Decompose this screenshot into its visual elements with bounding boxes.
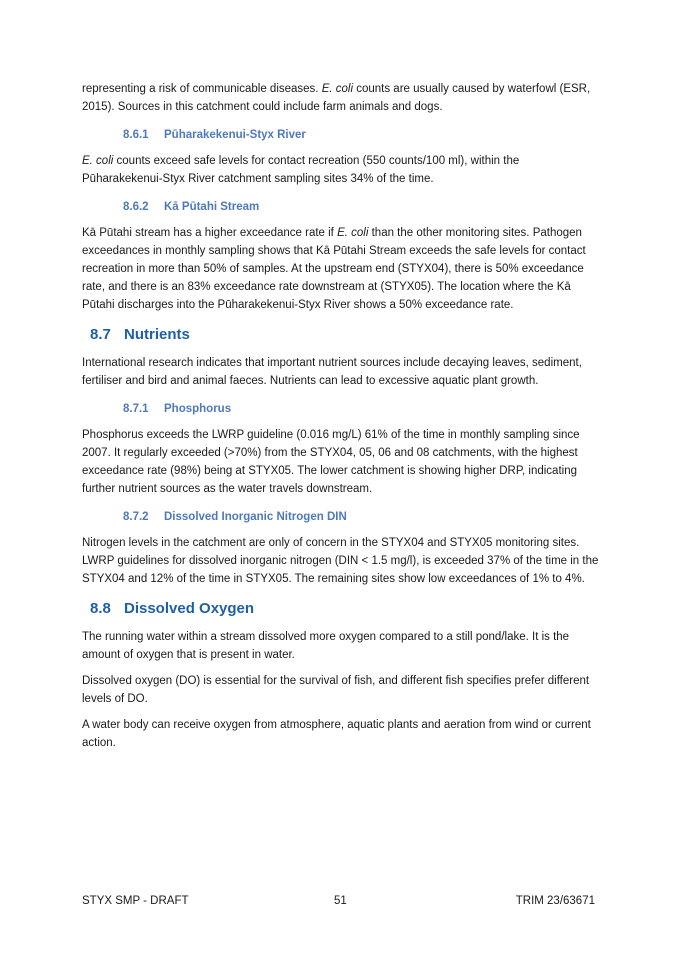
section-8-7-1-paragraph: Phosphorus exceeds the LWRP guideline (0.016 mg/L) 61% of the time in monthly sampling since 2007. It regularly exceeded (>70%) from the STYX04, 05, 06 and 08 catchments, with the highest exceedance rate (98%) being at STYX05. The lower catchment is showing higher DRP, indicating further nutrient sources as the water travels downstream. (82, 429, 580, 495)
section-8-6-1-paragraph: E. coli counts exceed safe levels for contact recreation (550 counts/100 ml), within the Pūharakekenui-Styx River catchment sampling sites 34% of the time. (82, 155, 520, 185)
section-8-8-paragraph-3: A water body can receive oxygen from atmosphere, aquatic plants and aeration from wind or current action. (82, 719, 591, 749)
section-8-6-2-paragraph: Kā Pūtahi stream has a higher exceedance rate if E. coli than the other monitoring sites. Pathogen exceedances in monthly sampling shows that Kā Pūtahi Stream exceeds the safe levels for contact recreation in more than 50% of samples. At the upstream end (STYX04), there is 50% exceedance rate, and there is an 83% exceedance rate downstream at (STYX05). The location where the Kā Pūtahi discharges into the Pūharakekenui-Styx River shows a 50% exceedance rate. (82, 227, 586, 311)
intro-paragraph: representing a risk of communicable diseases. E. coli counts are usually caused by waterfowl (ESR, 2015). Sources in this catchment could include farm animals and dogs. (82, 83, 591, 113)
section-8-7-2-heading: 8.7.2 Dissolved Inorganic Nitrogen DIN (123, 511, 347, 523)
section-8-7-1-heading: 8.7.1 Phosphorus (123, 403, 232, 415)
footer-document-title: STYX SMP - DRAFT (82, 895, 189, 907)
footer-trim-reference: TRIM 23/63671 (515, 895, 595, 907)
footer-page-number: 51 (334, 895, 347, 907)
section-8-7-paragraph: International research indicates that important nutrient sources include decaying leaves, sediment, fertiliser and bird and animal faeces. Nutrients can lead to excessive aquatic plant growth. (82, 357, 582, 387)
section-8-6-1-heading: 8.6.1 Pūharakekenui-Styx River (123, 129, 306, 141)
section-8-6-2-heading: 8.6.2 Kā Pūtahi Stream (123, 201, 260, 213)
section-8-8-heading: 8.8 Dissolved Oxygen (90, 600, 255, 617)
section-8-7-heading: 8.7 Nutrients (90, 326, 190, 343)
section-8-8-paragraph-2: Dissolved oxygen (DO) is essential for the survival of fish, and different fish specifies prefer different levels of DO. (82, 675, 590, 705)
section-8-7-2-paragraph: Nitrogen levels in the catchment are only of concern in the STYX04 and STYX05 monitoring sites. LWRP guidelines for dissolved inorganic nitrogen (DIN < 1.5 mg/l), is exceeded 37% of the time in the STYX04 and 12% of the time in STYX05. The remaining sites show low exceedances of 1% to 4%. (82, 537, 599, 585)
section-8-8-paragraph-1: The running water within a stream dissolved more oxygen compared to a still pond/lake. It is the amount of oxygen that is present in water. (82, 631, 570, 661)
page-content (82, 80, 602, 752)
